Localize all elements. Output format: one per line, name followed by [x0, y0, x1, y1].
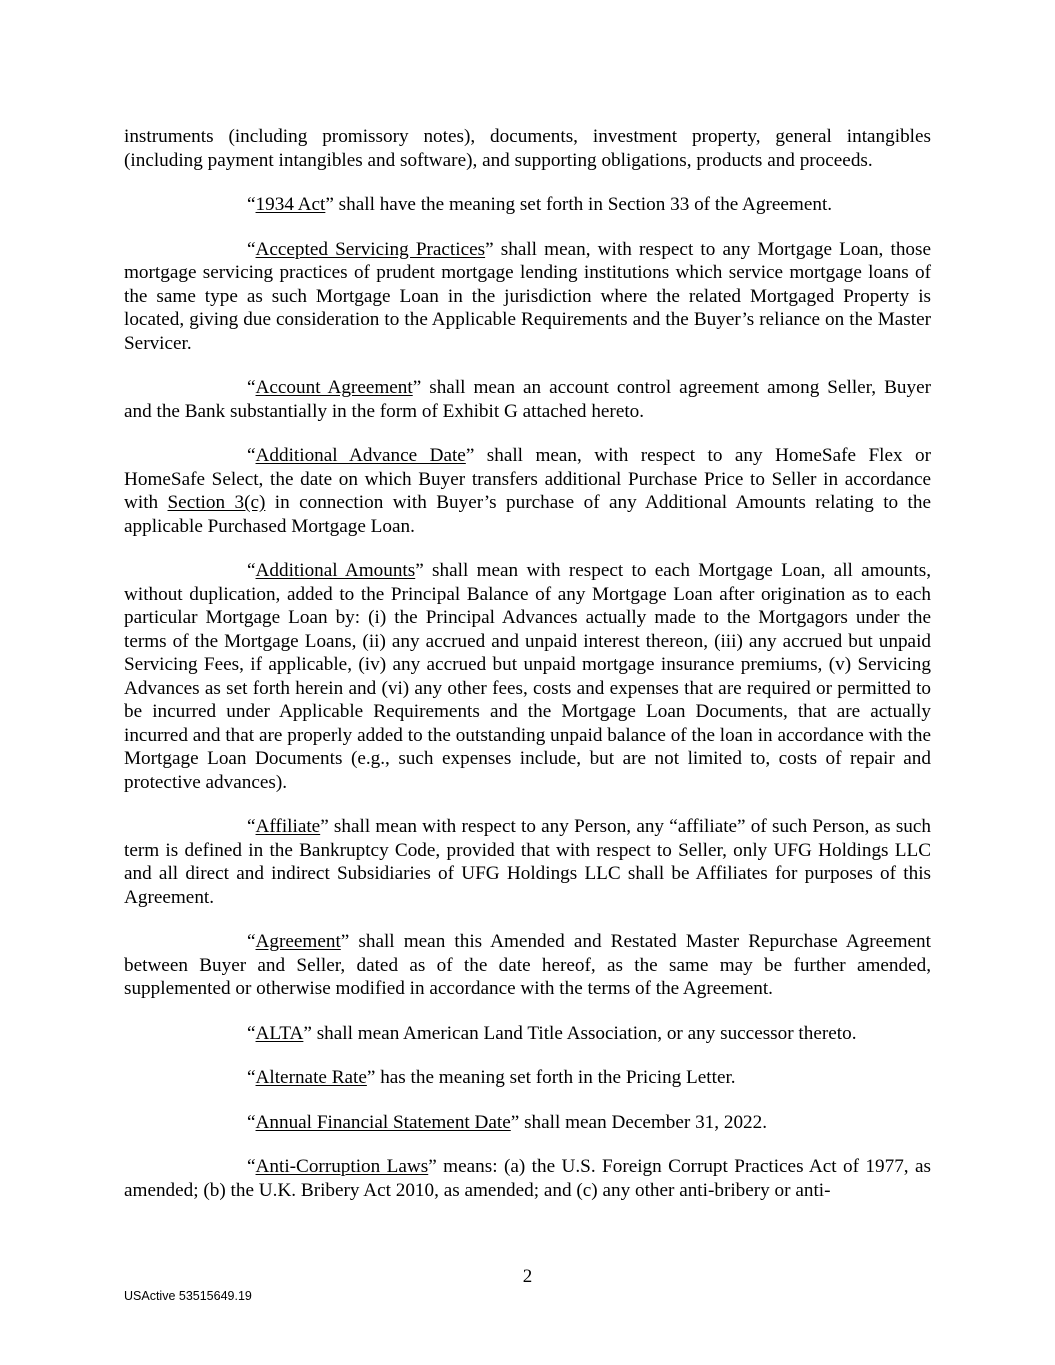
open-quote: “	[247, 1022, 256, 1044]
definition-1934-act	[124, 193, 931, 217]
defined-term: 1934 Act	[255, 194, 326, 215]
definition-anti-corruption-laws	[124, 1155, 931, 1202]
definition-alternate-rate	[124, 1066, 931, 1090]
definition-text: ” shall mean American Land Title Association, or any successor thereto.	[303, 1022, 857, 1044]
paragraph-continuation	[124, 125, 931, 172]
open-quote: “	[247, 377, 256, 398]
open-quote: “	[247, 1156, 256, 1177]
definition-annual-financial-statement-date	[124, 1111, 931, 1135]
definition-text: ” shall mean this Amended and Restated Master Repurchase Agreement between Buyer and Seller, dated as of the date hereof, as the same may be further amended, supplemented or otherwise modified in accordance with the terms of the Agreement.	[124, 931, 931, 999]
defined-term: Anti-Corruption Laws	[255, 1156, 429, 1177]
definition-text: ” shall have the meaning set forth in Section 33 of the Agreement.	[325, 194, 833, 215]
definition-additional-amounts	[124, 559, 931, 794]
defined-term: Annual Financial Statement Date	[255, 1111, 511, 1133]
document-id-footer: USActive 53515649.19	[124, 1289, 252, 1303]
page-number: 2	[522, 1266, 533, 1287]
open-quote: “	[247, 445, 256, 466]
document-body	[124, 125, 931, 1223]
definition-affiliate	[124, 815, 931, 909]
definition-alta	[124, 1022, 931, 1046]
definition-accepted-servicing-practices	[124, 238, 931, 356]
definition-text: ” shall mean December 31, 2022.	[510, 1111, 768, 1133]
defined-term: Affiliate	[255, 816, 321, 837]
open-quote: “	[247, 560, 256, 581]
open-quote: “	[247, 1111, 256, 1133]
open-quote: “	[247, 931, 256, 952]
definition-text: in connection with Buyer’s purchase of any Additional Amounts relating to the applicable Purchased Mortgage Loan.	[124, 492, 931, 537]
paragraph-text: instruments (including promissory notes), documents, investment property, general intangibles (including payment intangibles and software), and supporting obligations, products and proceeds.	[124, 126, 931, 171]
defined-term: Additional Advance Date	[255, 445, 466, 466]
definition-account-agreement	[124, 376, 931, 423]
defined-term: Account Agreement	[255, 377, 413, 398]
open-quote: “	[247, 1067, 256, 1088]
section-reference: Section 3(c)	[167, 492, 266, 513]
open-quote: “	[247, 816, 256, 837]
definition-text: ” shall mean an account control agreement among Seller, Buyer and the Bank substantially in the form of Exhibit G attached hereto.	[124, 377, 931, 422]
definition-text: ” has the meaning set forth in the Pricing Letter.	[366, 1067, 736, 1088]
definition-agreement	[124, 930, 931, 1001]
definition-text: ” shall mean, with respect to any Mortgage Loan, those mortgage servicing practices of prudent mortgage lending institutions which service mortgage loans of the same type as such Mortgage Loan in the jurisdiction where the related Mortgaged Property is located, giving due consideration to the Applicable Requirements and the Buyer’s reliance on the Master Servicer.	[124, 238, 932, 354]
definition-text: ” shall mean with respect to each Mortgage Loan, all amounts, without duplication, added to the Principal Balance of any Mortgage Loan after origination as to each particular Mortgage Loan by: (i) the Principal Advances actually made to the Mortgagors under the terms of the Mortgage Loans, (ii) any accrued and unpaid interest thereon, (iii) any accrued but unpaid Servicing Fees, if applicable, (iv) any accrued but unpaid mortgage insurance premiums, (v) Servicing Advances as set forth herein and (vi) any other fees, costs and expenses that are required or permitted to be incurred under Applicable Requirements and the Mortgage Loan Documents, that are actually incurred and that are properly added to the outstanding unpaid balance of the loan in accordance with the Mortgage Loan Documents (e.g., such expenses include, but are not limited to, costs of repair and protective advances).	[124, 560, 931, 793]
defined-term: Accepted Servicing Practices	[255, 238, 486, 260]
definition-text: ” means: (a) the U.S. Foreign Corrupt Practices Act of 1977, as amended; (b) the U.K. Bribery Act 2010, as amended; and (c) any other anti-bribery or anti-	[124, 1156, 932, 1201]
defined-term: Additional Amounts	[255, 560, 416, 581]
open-quote: “	[247, 194, 256, 215]
definition-text: ” shall mean with respect to any Person, any “affiliate” of such Person, as such term is defined in the Bankruptcy Code, provided that with respect to Seller, only UFG Holdings LLC and all direct and indirect Subsidiaries of UFG Holdings LLC shall be Affiliates for purposes of this Agreement.	[124, 816, 931, 908]
defined-term: ALTA	[255, 1022, 304, 1044]
defined-term: Alternate Rate	[255, 1067, 367, 1088]
defined-term: Agreement	[255, 931, 341, 952]
definition-text: ” shall mean, with respect to any HomeSafe Flex or HomeSafe Select, the date on which Buyer transfers additional Purchase Price to Seller in accordance with	[124, 445, 931, 513]
open-quote: “	[247, 238, 256, 260]
definition-additional-advance-date	[124, 444, 931, 538]
